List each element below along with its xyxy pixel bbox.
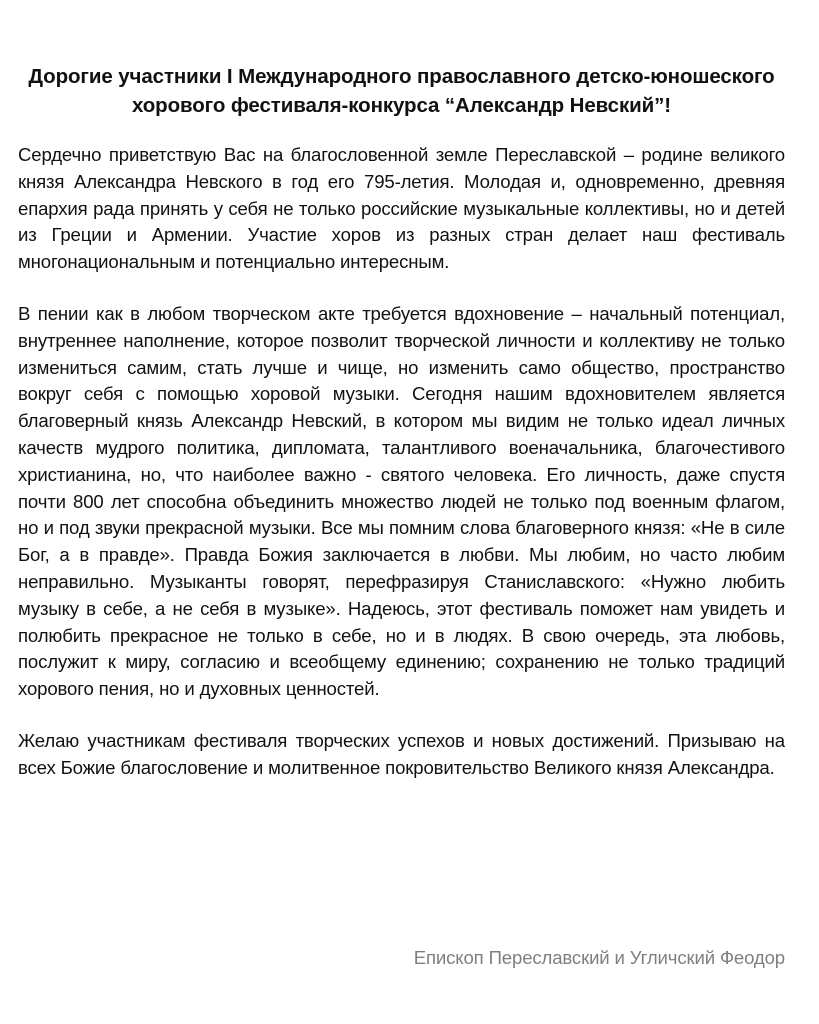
closing-paragraph: Желаю участникам фестиваля творческих успехов и новых достижений. Призываю на всех Божие благословение и молитвенное покровительство Великого князя Александра.: [18, 729, 785, 778]
letter-document: [18, 62, 785, 782]
page-title: Дорогие участники I Международного православного детско-юношеского хорового фестиваля-конкурса “Александр Невский”!: [28, 65, 775, 117]
signature: Епископ Переславский и Угличский Феодор: [413, 947, 785, 968]
body-paragraph: В пении как в любом творческом акте требуется вдохновение – начальный потенциал, внутреннее наполнение, которое позволит творческой личности и коллективу не только измениться самим, стать лучше и чище, но изменить само общество, пространство вокруг себя с помощью хоровой музыки. Сегодня нашим вдохновителем является благоверный князь Александр Невский, в котором мы видим не только идеал личных качеств мудрого политика, дипломата, талантливого военачальника, благочестивого христианина, но, что наиболее важно - святого человека. Его личность, даже спустя почти 800 лет способна объединить множество людей не только под военным флагом, но и под звуки прекрасной музыки. Все мы помним слова благоверного князя: «Не в силе Бог, а в правде». Правда Божия заключается в любви. Мы любим, но часто любим неправильно. Музыканты говорят, перефразируя Станиславского: «Нужно любить музыку в себе, а не себя в музыке». Надеюсь, этот фестиваль поможет нам увидеть и полюбить прекрасное не только в себе, но и в людях. В свою очередь, эта любовь, послужит к миру, согласию и всеобщему единению; сохранению не только традиций хорового пения, но и духовных ценностей.: [18, 302, 785, 700]
greeting-paragraph: Сердечно приветствую Вас на благословенной земле Переславской – родине великого князя Александра Невского в год его 795-летия. Молодая и, одновременно, древняя епархия рада принять у себя не только российские музыкальные коллективы, но и детей из Греции и Армении. Участие хоров из разных стран делает наш фестиваль многонациональным и потенциально интересным.: [18, 144, 785, 273]
